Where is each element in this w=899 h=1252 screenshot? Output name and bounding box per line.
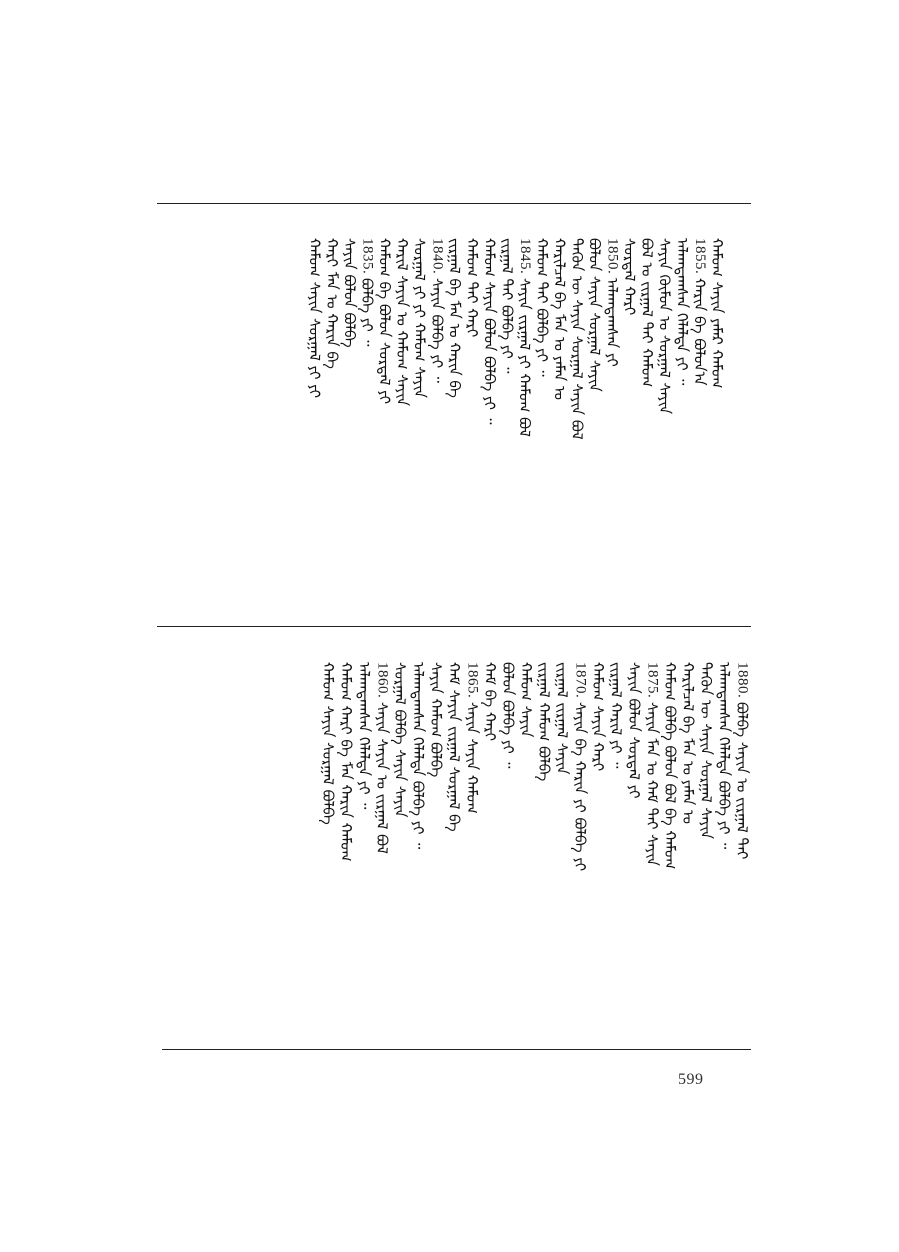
verse-line: ᠬᠠᠮᠤᠭ ᠲᠠᠢ ᠪᠣᠯᠪᠠ ᠶᠢ ᠃ bbox=[533, 238, 551, 377]
verse-line: ᠰᠤᠷᠭᠠᠯ ᠪᠣᠯᠪᠠ ᠰᠠᠶᠢᠨ ᠰᠠᠶᠢᠨ bbox=[391, 662, 409, 818]
verse-line: ᠰᠠᠶᠢᠨ ᠪᠣᠯᠣᠨ ᠰᠤᠷᠲᠠᠯ ᠶᠢ bbox=[625, 662, 643, 799]
verse-line: ᠬᠠᠮᠤᠭ ᠪᠠ ᠪᠣᠯᠣᠨ ᠰᠤᠷᠲᠠᠯ ᠶᠢ bbox=[375, 238, 394, 405]
verse-line: ᠰᠠᠶᠢᠨ ᠰᠠᠶᠢᠨ ᠬᠠᠮᠤᠭ bbox=[463, 702, 481, 815]
verse-line: ᠰᠠᠶᠢᠨ ᠮᠠᠨ ᠤ ᠬᠠᠮ ᠲᠠᠢ ᠰᠠᠶᠢᠨ bbox=[643, 702, 661, 867]
line-number: 1855. bbox=[692, 238, 708, 275]
verse-line: ᠵᠢᠷᠭᠠᠯ ᠬᠠᠷᠢᠯ ᠶᠢ ᠃ bbox=[607, 662, 625, 769]
line-number: 1870. bbox=[572, 662, 589, 699]
verse-line: ᠰᠠᠶᠢᠨ ᠪᠣᠯᠣᠨ ᠪᠣᠯᠪᠠ bbox=[340, 238, 359, 348]
verse-line: ᠬᠠᠷᠢ ᠮᠠᠨ ᠤ ᠬᠠᠷᠢᠨ ᠪᠠ bbox=[323, 238, 341, 369]
line-number: 1865. bbox=[464, 662, 481, 699]
verse-line: ᠰᠠᠶᠢᠨ ᠰᠠᠶᠢᠨ ᠤ ᠵᠢᠷᠭᠠᠯ ᠪᠣᠯ bbox=[373, 702, 391, 855]
middle-rule bbox=[157, 626, 751, 627]
verse-line: ᠵᠢᠷᠭᠠᠯ ᠬᠠᠮᠤᠭ ᠪᠣᠯᠪᠠ bbox=[535, 662, 553, 782]
verse-line: ᠰᠤᠷᠭᠠᠯ ᠶᠢ ᠶᠢ ᠬᠠᠮᠤᠭ ᠰᠠᠶᠢᠨ bbox=[410, 238, 429, 399]
line-number: 1860. bbox=[374, 662, 391, 699]
verse-line: ᠰᠠᠶᠢᠨ ᠪᠣᠯᠪᠠ ᠶᠢ ᠃ bbox=[428, 278, 446, 384]
verse-line: ᠵᠢᠷᠭᠠᠯ ᠪᠠ ᠮᠠᠨ ᠤ ᠬᠠᠷᠢᠨ ᠪᠠ bbox=[445, 238, 464, 398]
line-number: 1835. bbox=[359, 238, 376, 275]
line-number: 1880. bbox=[734, 662, 751, 699]
top-rule bbox=[157, 203, 751, 204]
verse-line: ᠬᠠᠮᠤᠭ ᠰᠠᠶᠢᠨ ᠰᠤᠷᠭᠠᠯ ᠶᠢ ᠶᠢ bbox=[305, 238, 324, 399]
verse-line: ᠬᠠᠮᠤᠭ ᠬᠠᠷᠢ ᠪᠠ ᠮᠠᠨ ᠬᠠᠷᠢᠨ ᠬᠠᠮᠤᠭ bbox=[337, 662, 355, 862]
verse-line: ᠬᠠᠷᠢᠯᠴᠠᠯ ᠪᠠ ᠮᠠᠨ ᠤ ᠶᠠᠮᠠᠨ ᠤ bbox=[550, 238, 569, 401]
verse-line: ᠬᠠᠮᠤᠭ ᠰᠠᠶᠢᠨ ᠰᠤᠷᠭᠠᠯ ᠪᠣᠯᠪᠠ bbox=[319, 662, 337, 825]
verse-line: ᠪᠣᠯ ᠤ ᠵᠢᠷᠭᠠᠯ ᠲᠠᠢ ᠬᠠᠮᠤᠭ bbox=[638, 238, 656, 388]
verse-line: ᠠᠯᠠᠭᠳᠠᠭᠰᠠᠨ ᠬᠡᠯᠡᠯᠲᠡ ᠶᠢ ᠃ bbox=[355, 662, 373, 810]
verse-line: ᠬᠠᠮᠤᠭ ᠰᠠᠶᠢᠨ ᠬᠠᠷᠢ bbox=[589, 662, 607, 772]
verse-line: ᠠᠯᠠᠭᠳᠠᠭᠰᠠᠨ ᠶᠢ bbox=[603, 278, 621, 368]
bottom-rule bbox=[162, 1049, 751, 1050]
verse-panel-top bbox=[150, 238, 750, 620]
verse-line: ᠰᠠᠶᠢᠨ ᠬᠠᠮᠤᠭ ᠪᠣᠯᠪᠠ bbox=[427, 662, 445, 778]
verse-column bbox=[316, 662, 340, 825]
verse-line: ᠲᠡᠭᠦᠨ ᠦ ᠰᠠᠶᠢᠨ ᠰᠤᠷᠭᠠᠯ ᠰᠠᠶᠢᠨ bbox=[697, 662, 715, 840]
verse-line: ᠠᠯᠠᠭᠳᠠᠭᠰᠠᠨ ᠬᠡᠯᠡᠯᠲᠡ ᠪᠣᠯᠪᠠ ᠶᠢ ᠃ bbox=[409, 662, 427, 850]
verse-line: ᠰᠠᠶᠢᠨ ᠵᠢᠷᠭᠠᠯ ᠶᠢ ᠬᠠᠮᠤᠭ ᠪᠣᠯ bbox=[515, 278, 534, 438]
verse-line: ᠵᠢᠷᠭᠠᠯ ᠵᠢᠷᠭᠠᠯ ᠰᠠᠶᠢᠨ bbox=[553, 662, 571, 775]
verse-line: ᠵᠢᠷᠭᠠᠯ ᠲᠠᠢ ᠪᠣᠯᠪᠠ ᠶᠢ ᠃ bbox=[498, 238, 516, 374]
verse-line: ᠬᠠᠮ ᠪᠠ ᠬᠠᠷᠢ bbox=[481, 662, 499, 742]
verse-line: ᠪᠣᠯᠣᠨ ᠪᠣᠯᠪᠠ ᠶᠢ ᠃ bbox=[499, 662, 517, 769]
verse-line: ᠬᠠᠷᠢᠯ ᠰᠠᠶᠢᠨ ᠤ ᠬᠠᠮᠤᠭ ᠰᠠᠶᠢᠨ bbox=[393, 238, 411, 407]
verse-line: ᠬᠠᠷᠢᠯᠴᠠᠯ ᠪᠠ ᠮᠠᠨ ᠤ ᠶᠠᠮᠠᠨ ᠤ bbox=[679, 662, 697, 825]
verse-line: ᠬᠠᠮᠤᠭ ᠰᠠᠶᠢᠨ ᠶᠠᠮᠠᠷ ᠬᠠᠮᠤᠭ bbox=[708, 238, 726, 389]
verse-line: ᠠᠯᠠᠭᠳᠠᠭᠰᠠᠨ ᠬᠡᠯᠡᠯᠲᠡ ᠶᠢ ᠃ bbox=[673, 238, 691, 386]
verse-line: ᠬᠠᠮᠤᠭ ᠰᠠᠶᠢᠨ ᠪᠣᠯᠣᠨ ᠪᠣᠯᠪᠠ ᠶᠢ ᠃ bbox=[480, 238, 499, 425]
page-number: 599 bbox=[678, 1071, 704, 1088]
verse-line: ᠪᠣᠯᠪᠠ ᠰᠠᠶᠢᠨ ᠤ ᠵᠢᠷᠭᠠᠯ ᠲᠠᠢ bbox=[733, 702, 751, 860]
line-number: 1845. bbox=[517, 238, 533, 275]
verse-panel-bottom bbox=[150, 662, 750, 1042]
line-number: 1840. bbox=[429, 238, 446, 275]
verse-line: ᠬᠠᠮ ᠰᠠᠶᠢᠨ ᠵᠢᠷᠭᠠᠯ ᠰᠤᠷᠭᠠᠯ ᠪᠠ bbox=[445, 662, 463, 832]
verse-column bbox=[303, 238, 327, 398]
verse-line: ᠪᠣᠯᠪᠠ ᠶᠢ ᠃ bbox=[358, 278, 376, 347]
line-number: 1875. bbox=[644, 662, 661, 699]
verse-line: ᠲᠡᠭᠦᠨ ᠦ ᠰᠠᠶᠢᠨ ᠰᠤᠷᠭᠠᠯ ᠰᠠᠶᠢᠨ ᠪᠣᠯ bbox=[568, 238, 586, 440]
verse-line: ᠬᠠᠮᠤᠭ ᠰᠠᠶᠢᠨ bbox=[517, 662, 535, 738]
verse-line: ᠬᠠᠷᠢᠨ ᠪᠠ ᠪᠣᠯᠣᠨ᠎ᠠ bbox=[690, 278, 709, 386]
verse-line: ᠬᠠᠮᠤᠭ ᠲᠠᠢ ᠬᠠᠷᠢ bbox=[463, 238, 481, 338]
verse-line: ᠪᠣᠯᠣᠨ ᠰᠠᠶᠢᠨ ᠰᠤᠷᠭᠠᠯ ᠰᠠᠶᠢᠨ bbox=[585, 238, 604, 392]
verse-line: ᠰᠠᠶᠢᠨ ᠪᠠ ᠬᠠᠷᠢᠨ ᠶᠢ ᠪᠣᠯᠪᠠ ᠶᠢ bbox=[571, 702, 589, 872]
verse-line: ᠰᠤᠷᠲᠠᠯ ᠬᠠᠷᠢ bbox=[620, 238, 639, 316]
verse-line: ᠠᠯᠠᠭᠳᠠᠭᠰᠠᠨ ᠬᠡᠯᠡᠯᠲᠡ ᠪᠣᠯᠪᠠ ᠶᠢ ᠃ bbox=[715, 662, 733, 850]
verse-line: ᠬᠠᠮᠤᠭ ᠪᠣᠯᠪᠠ ᠪᠣᠯᠣᠨ ᠪᠣᠯ ᠪᠠ ᠬᠠᠮᠤᠭ bbox=[661, 662, 679, 870]
line-number: 1850. bbox=[604, 238, 621, 275]
verse-line: ᠰᠠᠶᠢᠨ ᠬᠦᠮᠦᠨ ᠤ ᠰᠤᠷᠭᠠᠯ ᠰᠠᠶᠢᠨ bbox=[655, 238, 674, 415]
